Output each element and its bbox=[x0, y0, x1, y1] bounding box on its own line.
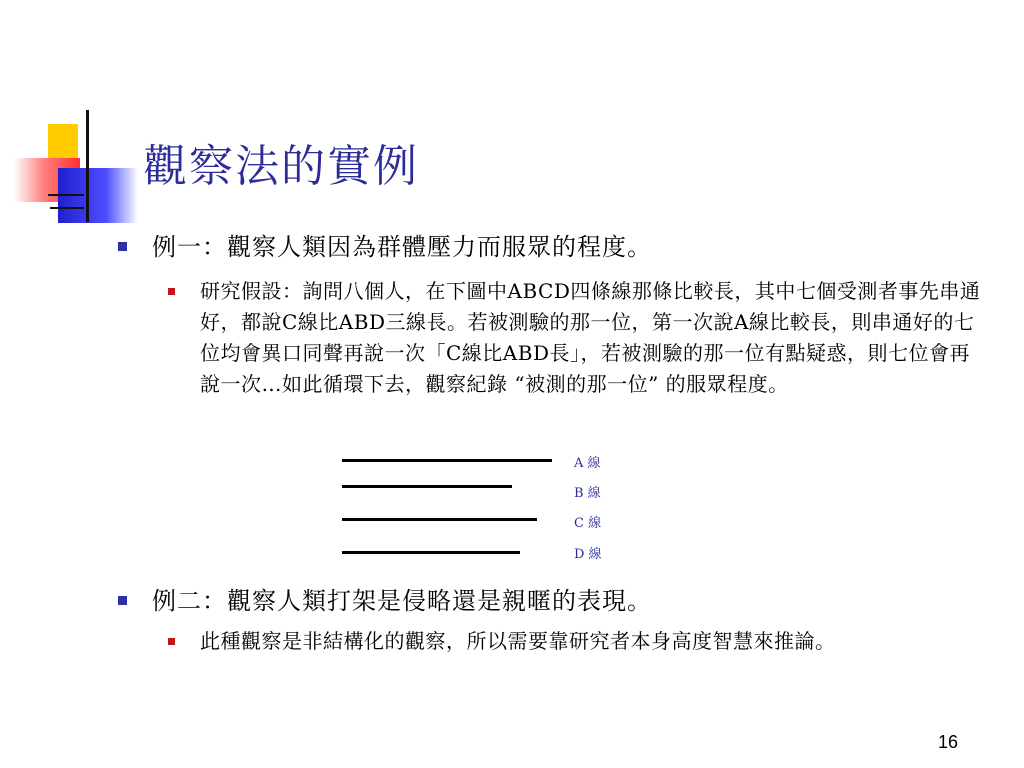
page-number: 16 bbox=[938, 732, 959, 752]
decor-yellow-square bbox=[48, 124, 78, 159]
bullet-square-icon bbox=[118, 242, 127, 251]
sub-bullet-text: 研究假設：詢問八個人，在下圖中ABCD四條線那條比較長，其中七個受測者事先串通好，都說C線比ABD三線長。若被測驗的那一位，第一次說A線比較長，則串通好的七位均會異口同聲再說一次「C線比ABD長」，若被測驗的那一位有點疑惑，則七位會再說一次…如此循環下去，觀察紀錄 “被測的那一位” 的服眾程度。 bbox=[200, 279, 981, 396]
slide-title: 觀察法的實例 bbox=[143, 141, 419, 192]
line-a bbox=[342, 459, 552, 462]
sub-bullet-square-icon bbox=[168, 288, 175, 295]
line-a-label: A 線 bbox=[574, 456, 601, 471]
line-b bbox=[342, 485, 512, 488]
bullet-square-icon bbox=[118, 596, 127, 605]
decor-horizontal-line bbox=[48, 194, 84, 196]
line-c-label: C 線 bbox=[574, 516, 602, 531]
decor-horizontal-line-2 bbox=[50, 207, 84, 209]
decor-vertical-line bbox=[86, 110, 89, 222]
line-d-label: D 線 bbox=[574, 547, 602, 562]
sub-bullet-text: 此種觀察是非結構化的觀察，所以需要靠研究者本身高度智慧來推論。 bbox=[200, 629, 836, 653]
line-comparison-figure bbox=[330, 448, 630, 568]
bullet-text: 例二：觀察人類打架是侵略還是親暱的表現。 bbox=[152, 587, 652, 615]
line-c bbox=[342, 518, 537, 521]
line-b-label: B 線 bbox=[574, 486, 601, 501]
bullet-text: 例一：觀察人類因為群體壓力而服眾的程度。 bbox=[152, 233, 652, 261]
line-d bbox=[342, 551, 520, 554]
sub-bullet-square-icon bbox=[168, 638, 175, 645]
